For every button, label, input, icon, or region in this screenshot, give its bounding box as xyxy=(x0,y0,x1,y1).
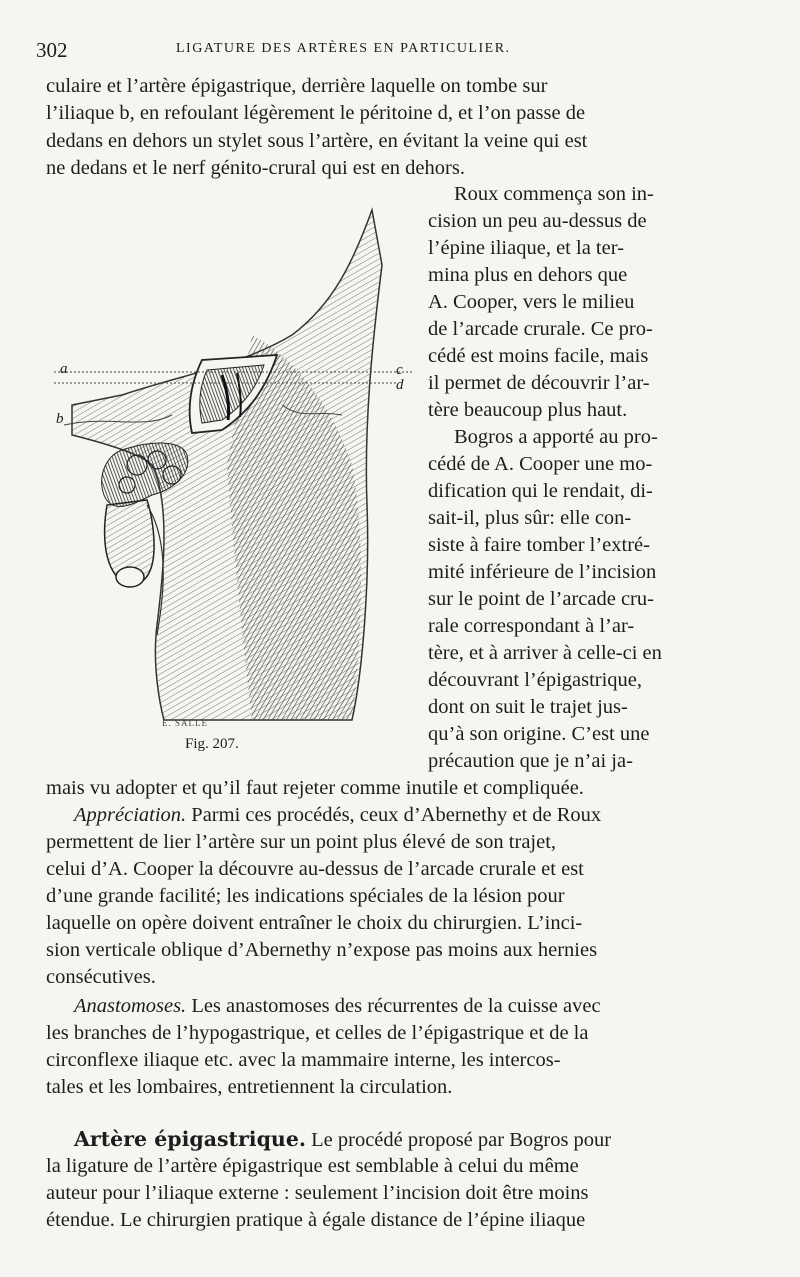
column-line: sur le point de l’arcade cru- xyxy=(428,588,654,610)
text-line: permettent de lier l’artère sur un point plus élevé de son trajet, xyxy=(46,831,557,853)
text-line: tales et les lombaires, entretiennent la circulation. xyxy=(46,1076,453,1098)
column-line: tère beaucoup plus haut. xyxy=(428,399,628,421)
text-line: laquelle on opère doivent entraîner le choix du chirurgien. L’inci- xyxy=(46,912,583,934)
text-line: sion verticale oblique d’Abernethy n’expose pas moins aux hernies xyxy=(46,939,598,961)
column-line: découvrant l’épigastrique, xyxy=(428,669,643,691)
figure-label-d: d xyxy=(396,377,404,393)
epigastrique-title: Artère épigastrique. xyxy=(74,1127,306,1151)
column-line: qu’à son origine. C’est une xyxy=(428,723,650,745)
column-line: dification qui le rendait, di- xyxy=(428,480,653,502)
text-line: circonflexe iliaque etc. avec la mammaire interne, les intercos- xyxy=(46,1049,561,1071)
figure-label-c: c xyxy=(396,362,403,378)
column-line: cédé de A. Cooper une mo- xyxy=(428,453,653,475)
anastomoses-paragraph-start xyxy=(74,993,601,1020)
column-line: A. Cooper, vers le milieu xyxy=(428,291,635,313)
text-line: celui d’A. Cooper la découvre au-dessus de l’arcade crurale et est xyxy=(46,858,584,880)
column-line: sait-il, plus sûr: elle con- xyxy=(428,507,632,529)
column-line: dont on suit le trajet jus- xyxy=(428,696,628,718)
column-line: mina plus en dehors que xyxy=(428,264,628,286)
text-line: étendue. Le chirurgien pratique à égale distance de l’épine iliaque xyxy=(46,1209,586,1231)
running-header xyxy=(36,38,740,66)
column-line: Bogros a apporté au pro- xyxy=(454,426,658,448)
text-line: dedans en dehors un stylet sous l’artère, en évitant la veine qui est xyxy=(46,130,588,152)
text-line: auteur pour l’iliaque externe : seulement l’incision doit être moins xyxy=(46,1182,589,1204)
column-line: Roux commença son in- xyxy=(454,183,654,205)
text-line: consécutives. xyxy=(46,966,156,988)
page-number: 302 xyxy=(36,38,68,62)
running-title: LIGATURE DES ARTÈRES EN PARTICULIER. xyxy=(176,41,511,56)
engraver-signature: E. SALLE xyxy=(162,718,208,728)
text-line: la ligature de l’artère épigastrique est semblable à celui du même xyxy=(46,1155,579,1177)
figure-engraving-illustration xyxy=(52,205,412,735)
text-line: les branches de l’hypogastrique, et celles de l’épigastrique et de la xyxy=(46,1022,589,1044)
text-line: culaire et l’artère épigastrique, derrière laquelle on tombe sur xyxy=(46,75,548,97)
appreciation-paragraph-start xyxy=(74,802,601,829)
text-line: l’iliaque b, en refoulant légèrement le péritoine d, et l’on passe de xyxy=(46,102,586,124)
text-line: ne dedans et le nerf génito-crural qui est en dehors. xyxy=(46,157,465,179)
column-line: il permet de découvrir l’ar- xyxy=(428,372,650,394)
text-line: d’une grande facilité; les indications spéciales de la lésion pour xyxy=(46,885,565,907)
column-line: siste à faire tomber l’extré- xyxy=(428,534,650,556)
anatomical-figure xyxy=(52,205,412,735)
column-line: tère, et à arriver à celle-ci en xyxy=(428,642,662,664)
figure-caption: Fig. 207. xyxy=(185,736,239,752)
text-span: Les anastomoses des récurrentes de la cuisse avec xyxy=(186,995,601,1017)
anastomoses-title: Anastomoses. xyxy=(74,995,187,1017)
figure-label-b: b xyxy=(56,411,64,427)
figure-label-a: a xyxy=(60,361,68,377)
text-span: Le procédé proposé par Bogros pour xyxy=(306,1129,612,1151)
column-line: précaution que je n’ai ja- xyxy=(428,750,633,772)
text-span: Parmi ces procédés, ceux d’Abernethy et de Roux xyxy=(186,804,602,826)
text-line: mais vu adopter et qu’il faut rejeter comme inutile et compliquée. xyxy=(46,777,584,799)
column-line: cision un peu au-dessus de xyxy=(428,210,647,232)
column-line: de l’arcade crurale. Ce pro- xyxy=(428,318,653,340)
column-line: rale correspondant à l’ar- xyxy=(428,615,635,637)
column-line: mité inférieure de l’incision xyxy=(428,561,657,583)
epigastrique-paragraph-start xyxy=(74,1126,611,1154)
column-line: l’épine iliaque, et la ter- xyxy=(428,237,624,259)
appreciation-title: Appréciation. xyxy=(74,804,187,826)
column-line: cédé est moins facile, mais xyxy=(428,345,649,367)
